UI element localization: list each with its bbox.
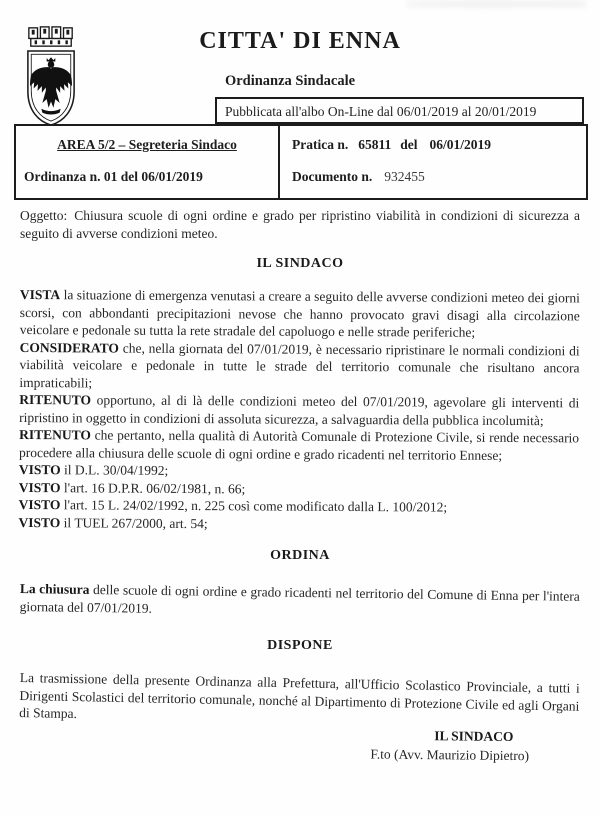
premise-lead: VISTO	[18, 496, 61, 512]
premise-text: la situazione di emergenza venutasi a creare a seguito delle avverse condizioni meteo dei giorni scorsi, con abbondanti precipitazioni nevose che hanno provocato gravi disagi alla circolazione veicolare e pedonale su tutta la rete stradale del capoluogo e nelle strade periferiche;	[19, 286, 580, 340]
premise-paragraph	[19, 495, 579, 516]
dispone-paragraph: La trasmissione della presente Ordinanza alla Prefettura, all'Ufficio Scolastico Provinciale, a tutti i Dirigenti Scolastici del territorio comunale, nonché al Dipartimento di Protezione Civile ed agli Organi di Stampa.	[19, 669, 580, 721]
premise-text: che pertanto, nella qualità di Autorità Comunale di Protezione Civile, si rende necessario procedere alla chiusura delle scuole di ogni ordine e grado ricadenti nel territorio Ennese;	[18, 426, 580, 462]
ordinanza-number: Ordinanza n. 01 del 06/01/2019	[24, 169, 203, 184]
premise-text: il D.L. 30/04/1992;	[63, 461, 169, 478]
documento-label: Documento n.	[292, 169, 373, 184]
ordina-lead: La chiusura	[19, 580, 90, 597]
premise-lead: CONSIDERATO	[19, 338, 119, 355]
premise-lead: VISTA	[19, 286, 61, 302]
ordina-text: delle scuole di ogni ordine e grado ricadenti nel territorio del Comune di Enna per l'intera giornata del 07/01/2019.	[19, 582, 580, 616]
subject-text: Chiusura scuole di ogni ordine e grado per ripristino viabilità in condizioni di sicurezza a seguito di avverse condizioni meteo.	[20, 208, 580, 241]
premise-lead: RITENUTO	[19, 426, 91, 442]
heading-ordina: ORDINA	[270, 547, 330, 563]
area-label: AREA 5/2 – Segreteria Sindaco	[57, 137, 237, 152]
pratica-row	[292, 137, 586, 153]
signature-role: IL SINDACO	[434, 728, 514, 745]
heading-dispone: DISPONE	[267, 638, 333, 653]
premise-text: l'art. 15 L. 24/02/1992, n. 225 così come modificato dalla L. 100/2012;	[63, 496, 448, 515]
premise-paragraph	[19, 338, 579, 394]
premise-text: opportuno, al di là delle condizioni meteo del 07/01/2019, agevolare gli interventi di ripristino in oggetto in condizioni di assoluta sicurezza, a salvaguardia della pubblica incolumità;	[19, 391, 580, 428]
ordina-paragraph	[20, 580, 580, 623]
documento-number: 932455	[384, 169, 425, 184]
pratica-label: Pratica n.	[292, 137, 349, 152]
subject-paragraph	[20, 207, 580, 242]
info-table	[14, 124, 588, 200]
premise-text: il TUEL 267/2000, art. 54;	[63, 514, 208, 531]
premise-lead: VISTO	[18, 513, 61, 530]
subject-label: Oggetto:	[20, 208, 68, 223]
premise-lead: RITENUTO	[19, 391, 92, 407]
premise-text: l'art. 16 D.P.R. 06/02/1981, n. 66;	[63, 479, 246, 496]
premise-text: che, nella giornata del 07/01/2019, è necessario ripristinare le normali condizioni di viabilità veicolare e pedonale in tutte le strade del territorio comunale che risultano ancora impraticabili;	[19, 339, 580, 390]
premise-paragraph	[20, 286, 580, 342]
signature-block	[320, 726, 580, 765]
publication-box: Pubblicata all'albo On-Line dal 06/01/2019 al 20/01/2019	[215, 97, 584, 124]
scan-artifact	[406, 0, 586, 8]
info-table-right-cell	[278, 126, 586, 198]
premise-lead: VISTO	[18, 478, 61, 495]
premise-paragraph	[19, 513, 579, 534]
document-body	[20, 207, 580, 762]
documento-row	[292, 169, 586, 185]
page-title: CITTA' DI ENNA	[199, 28, 401, 54]
premises-block	[19, 286, 580, 534]
premise-paragraph	[19, 425, 579, 463]
page-subtitle: Ordinanza Sindacale	[224, 73, 356, 89]
premise-lead: VISTO	[18, 461, 61, 477]
heading-il-sindaco: IL SINDACO	[256, 256, 344, 271]
pratica-date: 06/01/2019	[429, 137, 492, 152]
signature-name: F.to (Avv. Maurizio Dipietro)	[370, 746, 530, 763]
pratica-number: 65811	[358, 137, 392, 152]
info-table-left-cell	[16, 126, 278, 198]
pratica-del: del	[400, 137, 418, 152]
premise-paragraph	[19, 390, 579, 428]
